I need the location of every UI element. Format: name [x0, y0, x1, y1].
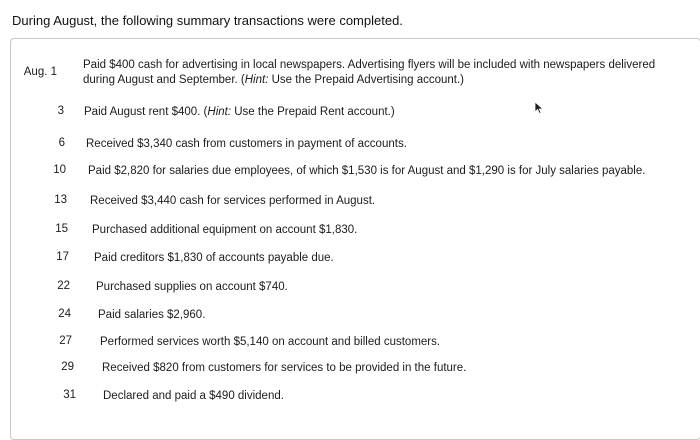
- transaction-description: Purchased supplies on account $740.: [96, 281, 288, 293]
- transaction-description: Paid August rent $400. (Hint: Use the Prepaid Rent account.): [84, 106, 395, 118]
- transaction-description: [83, 58, 655, 88]
- transactions-panel: [10, 38, 700, 440]
- transaction-description: Paid salaries $2,960.: [98, 309, 206, 321]
- transaction-description: Paid creditors $1,830 of accounts payable due.: [94, 252, 334, 264]
- transaction-date: 6: [58, 137, 65, 149]
- transaction-description: Paid $2,820 for salaries due employees, of which $1,530 is for August and $1,290 is for July salaries payable.: [88, 165, 646, 177]
- transaction-description: Declared and paid a $490 dividend.: [103, 390, 284, 402]
- transaction-description: Received $820 from customers for services to be provided in the future.: [102, 362, 467, 374]
- transaction-date: 29: [61, 361, 74, 373]
- transaction-date: 31: [63, 389, 76, 401]
- transaction-date: 24: [58, 308, 71, 320]
- transaction-date: 3: [57, 105, 64, 117]
- transaction-date: 10: [53, 164, 66, 176]
- transaction-date: 27: [59, 335, 72, 347]
- mouse-pointer-icon: [534, 101, 546, 115]
- transaction-date: 13: [54, 194, 67, 206]
- transaction-description: Received $3,440 cash for services performed in August.: [90, 195, 376, 207]
- transaction-line: Paid $400 cash for advertising in local newspapers. Advertising flyers will be included with newspapers delivered: [83, 59, 656, 71]
- transaction-date: 17: [56, 251, 69, 263]
- transaction-date: 15: [55, 223, 68, 235]
- transaction-description: Performed services worth $5,140 on account and billed customers.: [100, 336, 441, 348]
- transaction-description: Received $3,340 cash from customers in payment of accounts.: [86, 138, 407, 150]
- transaction-line: during August and September. (Hint: Use the Prepaid Advertising account.): [83, 74, 465, 86]
- transaction-date: 22: [57, 280, 70, 292]
- transaction-description: Purchased additional equipment on account $1,830.: [92, 224, 358, 236]
- transaction-date: Aug. 1: [23, 66, 57, 78]
- intro-text: During August, the following summary transactions were completed.: [12, 13, 403, 28]
